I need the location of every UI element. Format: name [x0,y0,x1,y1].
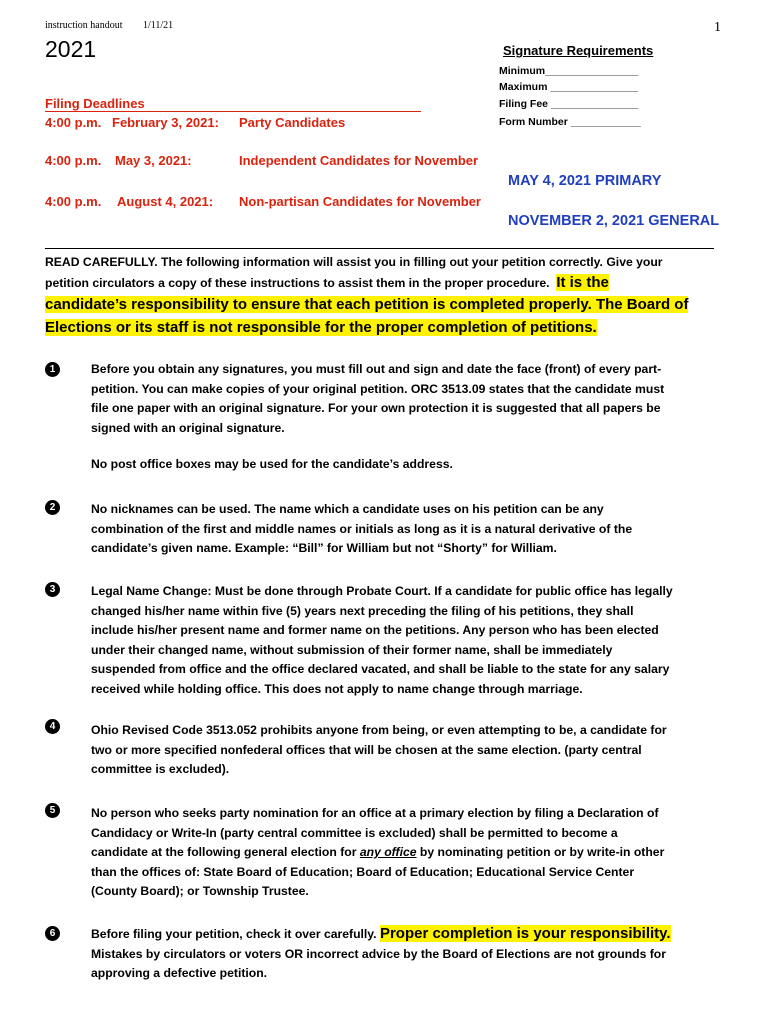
deadline-time: 4:00 p.m. [45,194,102,209]
bullet-number: 4 [45,719,60,734]
item-line: include his/her present name and former name on the petitions. Any person who has been elected [91,623,659,637]
deadline-time: 4:00 p.m. [45,153,102,168]
item-line: two or more specified nonfederal offices that will be chosen at the same election. (party central [91,742,642,757]
item-line: petition. You can make copies of your original petition. ORC 3513.09 states that the candidate must [91,381,665,396]
filing-deadlines-title: Filing Deadlines [45,97,421,112]
bullet-number: 6 [45,926,60,941]
responsibility-highlight: Proper completion is your responsibility. [379,925,671,942]
intro-paragraph [45,253,717,338]
item-line [91,843,727,863]
year-title: 2021 [45,36,97,62]
intro-line [45,295,717,316]
minimum-line: Minimum________________ [499,65,639,77]
item-line [91,924,727,945]
item-line: suspended from office and the office declared vacated, and shall be liable to the state for any salary [91,662,670,676]
handout-label: instruction handout [45,20,123,31]
deadline-candidates: Non-partisan Candidates for November [239,194,481,209]
item-note: No post office boxes may be used for the candidate’s address. [91,457,453,471]
intro-line: READ CAREFULLY. The following information will assist you in filling out your petition correctly. Give your [45,255,663,269]
bullet-number: 3 [45,582,60,597]
item-line: changed his/her name within five (5) years next preceding the filing of his petitions, they shall [91,603,634,618]
item-line: (County Board); or Township Trustee. [91,884,309,898]
item-line: committee is excluded). [91,762,230,776]
item-line: than the offices of: State Board of Education; Board of Education; Educational Service Center [91,864,635,879]
instruction-item-4 [91,721,727,780]
item-line: received while holding office. This does not apply to name change through marriage. [91,681,583,696]
bullet-number: 5 [45,803,60,818]
item-line: candidate’s given name. Example: “Bill” for William but not “Shorty” for William. [91,541,557,555]
item-line: under their changed name, without submission of their former name, shall be immediately [91,642,613,657]
intro-text: petition circulators a copy of these instructions to assist them in the proper procedure. [45,275,550,290]
instruction-item-2 [91,500,727,559]
responsibility-highlight: Elections or its staff is not responsible for the proper completion of petitions. [45,318,597,336]
primary-election-date: MAY 4, 2021 PRIMARY [508,173,662,189]
item-line: Candidacy or Write-In (party central committee is excluded) shall be permitted to become a [91,825,618,840]
item-line: No nicknames can be used. The name which a candidate uses on his petition can be any [91,502,604,516]
handout-date: 1/11/21 [143,20,174,31]
page-number: 1 [714,20,721,35]
divider-rule [45,248,714,249]
item-text: candidate at the following general election for [91,845,360,859]
item-line: file one paper with an original signature. For your own protection it is suggested that all papers be [91,401,661,415]
deadline-time: 4:00 p.m. [45,115,102,130]
responsibility-highlight: It is the [556,273,609,291]
bullet-number: 2 [45,500,60,515]
bullet-number: 1 [45,362,60,377]
deadline-candidates: Party Candidates [239,115,346,130]
item-line: Before you obtain any signatures, you must fill out and sign and date the face (front) of every part- [91,362,662,376]
instruction-item-5 [91,804,727,902]
maximum-line: Maximum _______________ [499,81,638,93]
general-election-date: NOVEMBER 2, 2021 GENERAL [508,213,720,229]
item-line: approving a defective petition. [91,966,268,980]
form-number-line: Form Number ____________ [499,116,641,128]
instruction-item-6 [91,924,727,984]
intro-line [45,273,717,294]
item-line: combination of the first and middle names or initials as long as it is a natural derivative of the [91,521,633,536]
responsibility-highlight: candidate’s responsibility to ensure that each petition is completed properly. The Board of [45,296,689,313]
deadline-date: May 3, 2021: [115,153,192,168]
filing-fee-line: Filing Fee _______________ [499,98,639,110]
signature-requirements-title: Signature Requirements [503,43,654,58]
intro-line [45,318,717,339]
instruction-item-3 [91,582,727,699]
item-line: Mistakes by circulators or voters OR incorrect advice by the Board of Elections are not grounds for [91,946,666,961]
item-text: by nominating petition or by write-in other [416,845,665,859]
item-line: Legal Name Change: Must be done through Probate Court. If a candidate for public office has legally [91,584,673,598]
deadline-date: August 4, 2021: [117,194,214,209]
instruction-item-1 [91,360,727,475]
deadline-candidates: Independent Candidates for November [239,153,479,168]
emphasis-any-office: any office [359,845,417,859]
item-line: signed with an original signature. [91,420,285,435]
item-line: Ohio Revised Code 3513.052 prohibits anyone from being, or even attempting to be, a candidate for [91,723,667,737]
item-line: No person who seeks party nomination for an office at a primary election by filing a Declaration of [91,806,659,820]
item-text: Before filing your petition, check it over carefully. [91,927,380,941]
deadline-date: February 3, 2021: [112,115,219,130]
